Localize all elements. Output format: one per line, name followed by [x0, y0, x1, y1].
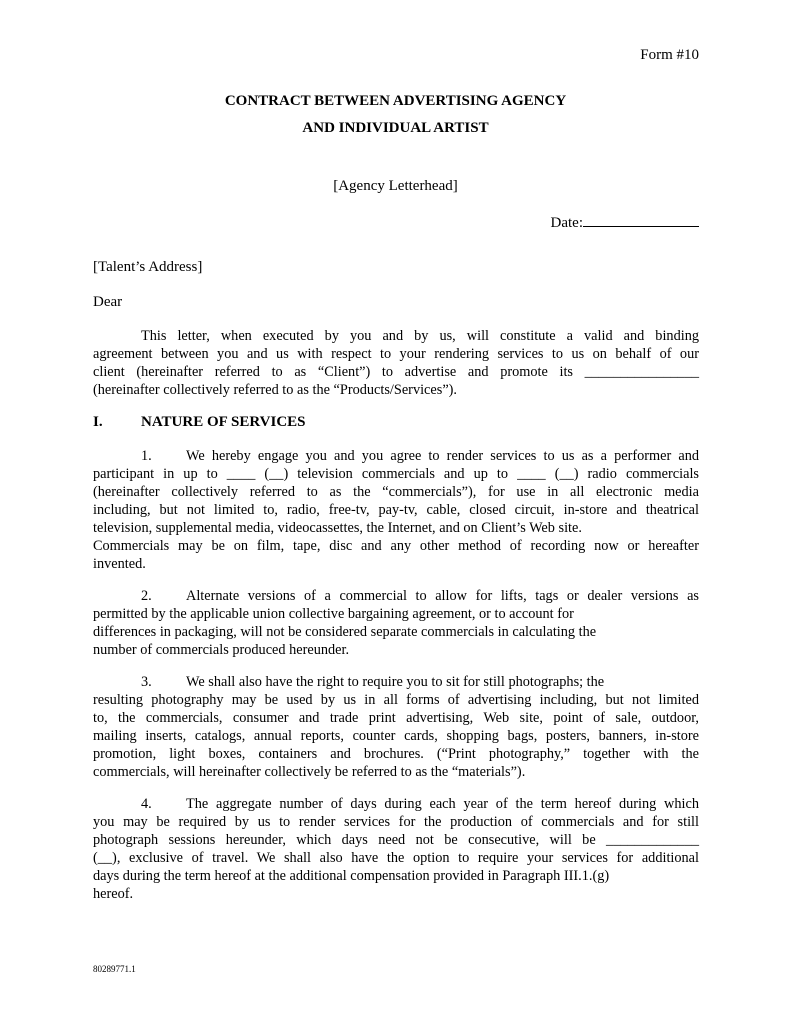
text-line: invented. [93, 556, 146, 572]
section-title: NATURE OF SERVICES [141, 414, 306, 430]
text-line: (hereinafter collectively referred to as the “commercials”), for use in all electronic media [93, 484, 699, 500]
paragraph-number: 2. [141, 588, 152, 604]
text-line: promotion, light boxes, containers and brochures. (“Print photography,” together with the [93, 746, 699, 762]
section-number: I. [93, 414, 103, 430]
text-line: permitted by the applicable union collective bargaining agreement, or to account for [93, 606, 574, 622]
text-line [93, 795, 699, 813]
text-line: television, supplemental media, videocassettes, the Internet, and on Client’s Web site. [93, 520, 582, 536]
text-line: to, the commercials, consumer and trade print advertising, Web site, point of sale, outdoor, [93, 710, 699, 726]
text-line: This letter, when executed by you and by us, will constitute a valid and binding [141, 328, 699, 344]
text-line: resulting photography may be used by us in all forms of advertising including, but not limited [93, 692, 699, 708]
document-title-line1: CONTRACT BETWEEN ADVERTISING AGENCY [224, 93, 567, 109]
text-line [93, 587, 699, 605]
text-line: differences in packaging, will not be considered separate commercials in calculating the [93, 624, 597, 640]
date-blank-line [583, 212, 699, 227]
intro-paragraph [93, 327, 699, 399]
text-span: The aggregate number of days during each year of the term hereof during which [186, 796, 699, 812]
numbered-paragraph-4 [93, 795, 699, 903]
paragraph-number: 3. [141, 674, 152, 690]
numbered-paragraph-1 [93, 447, 699, 573]
text-line: hereof. [93, 886, 134, 902]
text-line: (__), exclusive of travel. We shall also have the option to require your services for additional [93, 850, 699, 866]
text-line [93, 673, 699, 691]
text-line: client (hereinafter referred to as “Client”) to advertise and promote its ________________ [93, 364, 699, 380]
text-span: Alternate versions of a commercial to allow for lifts, tags or dealer versions as [186, 588, 699, 604]
text-line: participant in up to ____ (__) television commercials and up to ____ (__) radio commercials [93, 466, 699, 482]
numbered-paragraph-2 [93, 587, 699, 659]
text-line: mailing inserts, catalogs, annual reports, counter cards, shopping bags, posters, banners, in-store [93, 728, 699, 744]
text-line: days during the term hereof at the additional compensation provided in Paragraph III.1.(g) [93, 868, 610, 884]
text-line [93, 447, 699, 465]
text-line: (hereinafter collectively referred to as the “Products/Services”). [93, 382, 457, 398]
text-line: Commercials may be on film, tape, disc and any other method of recording now or hereafter [93, 538, 699, 554]
text-line: commercials, will hereinafter collectively be referred to as the “materials”). [93, 764, 526, 780]
numbered-paragraph-3 [93, 673, 699, 781]
talent-address: [Talent’s Address] [93, 259, 203, 275]
text-span: We hereby engage you and you agree to render services to us as a performer and [186, 448, 699, 464]
text-line: you may be required by us to render services for the production of commercials and for still [93, 814, 699, 830]
letterhead-placeholder: [Agency Letterhead] [333, 178, 458, 194]
document-id: 80289771.1 [93, 964, 136, 974]
document-title-line2: AND INDIVIDUAL ARTIST [302, 120, 489, 136]
paragraph-number: 4. [141, 796, 152, 812]
date-field [551, 212, 699, 232]
text-line: agreement between you and us with respect to your rendering services to us on behalf of our [93, 346, 699, 362]
text-line: photograph sessions hereunder, which days need not be consecutive, will be _____________ [93, 832, 699, 848]
text-line: including, but not limited to, radio, free-tv, pay-tv, cable, closed circuit, in-store and theatrical [93, 502, 699, 518]
date-label: Date: [550, 215, 583, 231]
paragraph-number: 1. [141, 448, 152, 464]
text-span: We shall also have the right to require you to sit for still photographs; the [186, 674, 605, 690]
salutation-dear: Dear [93, 294, 123, 310]
form-number: Form #10 [640, 47, 699, 63]
text-line: number of commercials produced hereunder. [93, 642, 350, 658]
section-heading [93, 414, 306, 431]
